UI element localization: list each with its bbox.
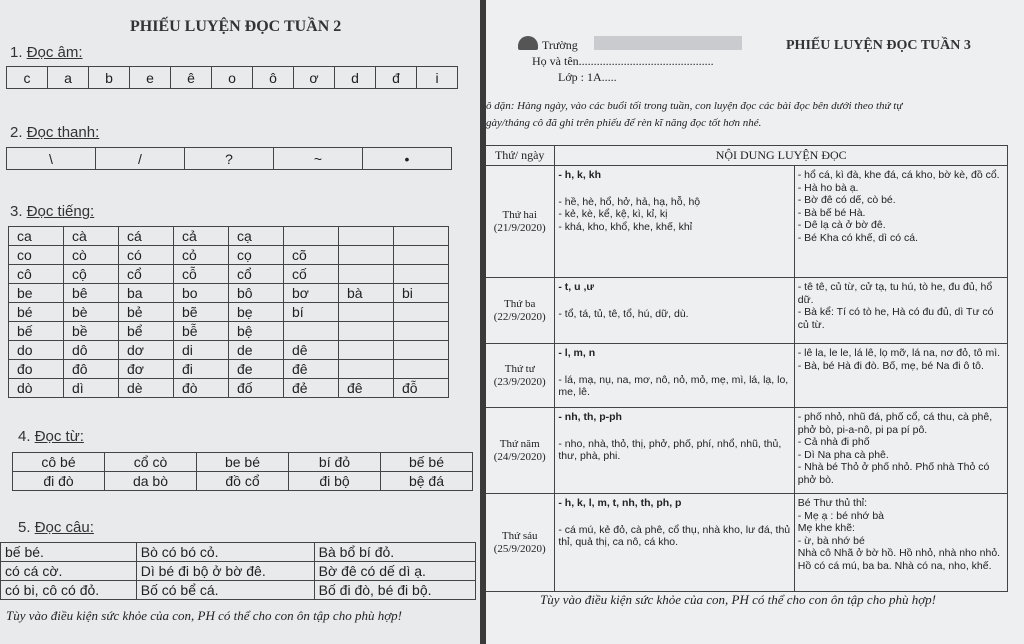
- section-3-heading: 3. Đọc tiếng:: [10, 203, 95, 220]
- table-row: [486, 344, 1008, 408]
- day-name: Thứ sáu: [501, 530, 538, 542]
- sentences-table: [0, 542, 476, 600]
- reading-line: Nhà cô Nhã ở bờ hồ. Hồ nhỏ, nhà nho nhỏ. Hồ có cá mú, ba ba. Nhà có na, nho, khế.: [797, 547, 1001, 572]
- syllable-cell: có: [119, 246, 174, 265]
- syllable-cell: [394, 265, 449, 284]
- letters-words-cell: [555, 278, 794, 344]
- syllable-cell: bẹ: [229, 303, 284, 322]
- table-row: [13, 453, 473, 472]
- letter-cell: i: [417, 67, 458, 89]
- syllable-cell: cỏ: [174, 246, 229, 265]
- sentence-cell: Bà bổ bí đỏ.: [314, 543, 475, 562]
- word-cell: da bò: [105, 472, 197, 491]
- reading-line: Mẹ khe khẽ:: [797, 522, 855, 534]
- table-row: [486, 408, 1008, 494]
- table-row: [9, 284, 449, 303]
- syllable-cell: đỗ: [394, 379, 449, 398]
- syllable-cell: be: [9, 284, 64, 303]
- page-title: PHIẾU LUYỆN ĐỌC TUẦN 2: [130, 18, 342, 35]
- reading-line: - Bà kể: Tí có tò he, Hà có đu đủ, dì Tư có củ từ.: [797, 306, 994, 331]
- tone-mark-cell: •: [363, 148, 452, 170]
- practice-line: - nho, nhà, thỏ, thị, phở, phố, phí, nhổ, nhũ, thủ, thư, phà, phi.: [558, 437, 782, 462]
- syllable-cell: [284, 227, 339, 246]
- reading-line: - Bà, bé Hà đi đò. Bố, mẹ, bé Na đi ô tô.: [797, 359, 984, 372]
- table-row: [9, 246, 449, 265]
- footer-note: Tùy vào điều kiện sức khỏe của con, PH có thể cho con ôn tập cho phù hợp!: [6, 608, 402, 623]
- syllable-cell: dò: [9, 379, 64, 398]
- syllable-cell: bẻ: [119, 303, 174, 322]
- syllable-cell: đe: [229, 360, 284, 379]
- tones-table: [6, 147, 452, 170]
- section-5-heading: 5. Đọc câu:: [18, 519, 94, 536]
- syllable-cell: bi: [394, 284, 449, 303]
- word-cell: bí đỏ: [289, 453, 381, 472]
- syllable-cell: cô: [9, 265, 64, 284]
- syllable-cell: [339, 246, 394, 265]
- sentence-cell: có cá cờ.: [1, 562, 137, 581]
- reading-plan-table: [486, 145, 1008, 592]
- reading-line: - tê tê, củ từ, cử tạ, tu hú, tò he, đu đủ, hổ dữ.: [797, 281, 993, 306]
- day-cell: [486, 344, 555, 408]
- sentence-cell: có bi, cô có đỏ.: [1, 581, 137, 600]
- lesson-heading: - l, m, n: [558, 347, 596, 359]
- syllable-cell: bê: [64, 284, 119, 303]
- words-table: [12, 452, 473, 491]
- syllable-cell: [394, 246, 449, 265]
- reading-line: - Cả nhà đi phố: [797, 436, 870, 448]
- tone-mark-cell: \: [7, 148, 96, 170]
- syllable-cell: cọ: [229, 246, 284, 265]
- syllable-cell: đô: [64, 360, 119, 379]
- day-name: Thứ tư: [504, 363, 535, 375]
- table-row: [486, 166, 1008, 278]
- practice-line: - kẻ, kè, kể, kệ, kì, kỉ, kị: [558, 208, 668, 220]
- reading-line: - phố nhỏ, nhũ đá, phố cổ, cá thu, cà phê, phở bò, pi-a-nô, pi pa pí pô.: [797, 411, 993, 436]
- syllable-cell: cả: [174, 227, 229, 246]
- table-row: [486, 494, 1008, 592]
- syllable-cell: bề: [64, 322, 119, 341]
- practice-line: - cá mú, kẻ đỏ, cà phê, cổ thụ, nhà kho, lư đá, thủ thỉ, quả thị, ca nô, cá kho.: [558, 523, 791, 548]
- table-row: [9, 303, 449, 322]
- syllable-cell: đê: [284, 360, 339, 379]
- syllable-cell: đố: [229, 379, 284, 398]
- syllable-cell: [394, 322, 449, 341]
- letters-words-cell: [555, 344, 794, 408]
- tone-mark-cell: ?: [185, 148, 274, 170]
- intro-line-2: gày/tháng cô đã ghi trên phiếu để rèn kĩ năng đọc tốt hơn nhé.: [486, 117, 762, 129]
- day-cell: [486, 278, 555, 344]
- letters-words-cell: [555, 494, 794, 592]
- letters-words-cell: [555, 408, 794, 494]
- word-cell: đồ cổ: [197, 472, 289, 491]
- table-row: [9, 341, 449, 360]
- lesson-heading: - nh, th, p-ph: [558, 411, 622, 423]
- syllable-cell: do: [9, 341, 64, 360]
- letter-cell: a: [48, 67, 89, 89]
- syllable-cell: bí: [284, 303, 339, 322]
- letters-words-cell: [555, 166, 794, 278]
- syllable-cell: [394, 360, 449, 379]
- intro-line-1: ô dặn: Hàng ngày, vào các buổi tối trong tuần, con luyện đọc các bài đọc bên dưới theo thứ tự: [486, 100, 903, 112]
- practice-line: - lá, mạ, nụ, na, mơ, nô, nỏ, mỏ, mẹ, mì, lá, lạ, lo, me, lê.: [558, 373, 789, 398]
- syllable-cell: cạ: [229, 227, 284, 246]
- column-header-content: NỘI DUNG LUYỆN ĐỌC: [555, 146, 1008, 166]
- syllable-cell: [339, 341, 394, 360]
- lesson-heading: - h, k, kh: [558, 169, 601, 181]
- day-cell: [486, 166, 555, 278]
- syllable-cell: bơ: [284, 284, 339, 303]
- syllable-cell: bẽ: [174, 303, 229, 322]
- syllable-cell: cổ: [119, 265, 174, 284]
- sentence-cell: Bố có bể cá.: [136, 581, 314, 600]
- syllable-cell: cò: [64, 246, 119, 265]
- syllable-cell: bễ: [174, 322, 229, 341]
- syllable-cell: cà: [64, 227, 119, 246]
- table-row: [1, 581, 476, 600]
- day-date: (22/9/2020): [493, 310, 546, 323]
- syllable-cell: cá: [119, 227, 174, 246]
- syllable-cell: dè: [119, 379, 174, 398]
- reading-line: - lê la, le le, lá lê, lọ mỡ, lá na, nơ đỏ, tô mì.: [797, 347, 1001, 359]
- syllable-cell: cổ: [229, 265, 284, 284]
- word-cell: bệ đá: [381, 472, 473, 491]
- section-1-heading: 1. Đọc âm:: [10, 44, 83, 61]
- table-row: [13, 472, 473, 491]
- reading-line: - Nhà bé Thỏ ở phố nhỏ. Phố nhà Thỏ có phở bò.: [797, 461, 990, 486]
- letter-cell: đ: [376, 67, 417, 89]
- worksheet-week-3: [486, 0, 1024, 644]
- letter-cell: e: [130, 67, 171, 89]
- day-name: Thứ năm: [499, 438, 540, 450]
- word-cell: be bé: [197, 453, 289, 472]
- day-date: (23/9/2020): [493, 375, 546, 388]
- reading-text-cell: [794, 408, 1007, 494]
- syllable-cell: dơ: [119, 341, 174, 360]
- syllable-cell: dì: [64, 379, 119, 398]
- sentence-cell: bế bé.: [1, 543, 137, 562]
- day-name: Thứ ba: [504, 298, 536, 310]
- reading-text-cell: [794, 494, 1007, 592]
- day-date: (24/9/2020): [493, 450, 546, 463]
- tone-mark-cell: /: [96, 148, 185, 170]
- syllable-cell: đò: [174, 379, 229, 398]
- syllable-cell: đo: [9, 360, 64, 379]
- section-4-heading: 4. Đọc từ:: [18, 428, 84, 445]
- practice-line: - hề, hè, hổ, hở, hả, hạ, hỗ, hộ: [558, 195, 701, 208]
- practice-line: - khá, kho, khổ, khe, khế, khỉ: [558, 220, 693, 233]
- letter-cell: ê: [171, 67, 212, 89]
- practice-line: - tổ, tá, tủ, tê, tổ, hú, dữ, dù.: [558, 307, 689, 320]
- syllable-cell: [394, 227, 449, 246]
- reading-line: - Dê lạ cà ở bờ đê.: [797, 219, 886, 231]
- sentence-cell: Dì bé đi bộ ở bờ đê.: [136, 562, 314, 581]
- letter-cell: ô: [253, 67, 294, 89]
- letters-table: [6, 66, 458, 89]
- word-cell: đi đò: [13, 472, 105, 491]
- reading-line: - Bà bế bé Hà.: [797, 206, 866, 219]
- letter-cell: d: [335, 67, 376, 89]
- day-cell: [486, 408, 555, 494]
- syllable-cell: bo: [174, 284, 229, 303]
- day-date: (25/9/2020): [493, 542, 546, 555]
- school-logo-icon: [518, 36, 538, 50]
- syllable-cell: [339, 227, 394, 246]
- syllable-cell: ca: [9, 227, 64, 246]
- redacted-school-name: [594, 36, 742, 50]
- syllable-cell: ba: [119, 284, 174, 303]
- syllable-cell: [339, 322, 394, 341]
- syllable-cell: cố: [284, 265, 339, 284]
- footer-note: Tùy vào điều kiện sức khỏe của con, PH có thể cho con ôn tập cho phù hợp!: [540, 592, 936, 607]
- reading-line: - hổ cá, kì đà, khe đá, cá kho, bờ kè, đồ cổ.: [797, 169, 1000, 181]
- syllable-cell: [339, 265, 394, 284]
- syllable-cell: cõ: [284, 246, 339, 265]
- syllable-cell: dê: [284, 341, 339, 360]
- syllable-cell: bô: [229, 284, 284, 303]
- syllable-cell: bè: [64, 303, 119, 322]
- word-cell: bế bé: [381, 453, 473, 472]
- syllable-cell: de: [229, 341, 284, 360]
- syllable-cell: [339, 303, 394, 322]
- syllable-cell: đơ: [119, 360, 174, 379]
- letter-cell: o: [212, 67, 253, 89]
- reading-line: - Mẹ ạ : bé nhớ bà: [797, 509, 885, 522]
- word-cell: cô bé: [13, 453, 105, 472]
- syllable-cell: bà: [339, 284, 394, 303]
- syllable-cell: [394, 303, 449, 322]
- letter-cell: c: [7, 67, 48, 89]
- table-row: [486, 278, 1008, 344]
- word-cell: đi bộ: [289, 472, 381, 491]
- table-row: [9, 379, 449, 398]
- syllable-cell: cỗ: [174, 265, 229, 284]
- lesson-heading: - t, u ,ư: [558, 281, 594, 293]
- tone-mark-cell: ~: [274, 148, 363, 170]
- syllable-cell: đê: [339, 379, 394, 398]
- table-row: [1, 543, 476, 562]
- syllable-cell: di: [174, 341, 229, 360]
- syllable-cell: cộ: [64, 265, 119, 284]
- syllable-cell: bế: [9, 322, 64, 341]
- syllable-cell: [394, 341, 449, 360]
- reading-line: - Bé Kha có khế, dì có cá.: [797, 231, 918, 244]
- syllable-cell: bể: [119, 322, 174, 341]
- syllable-cell: bé: [9, 303, 64, 322]
- reading-line: - Dì Na pha cà phê.: [797, 448, 889, 461]
- day-name: Thứ hai: [502, 209, 537, 221]
- sentence-cell: Bố đi đò, bé đi bộ.: [314, 581, 475, 600]
- reading-line: - Bờ đê có dế, cò bé.: [797, 194, 896, 206]
- page-title: PHIẾU LUYỆN ĐỌC TUẦN 3: [786, 38, 971, 53]
- reading-text-cell: [794, 278, 1007, 344]
- syllable-cell: [284, 322, 339, 341]
- letter-cell: b: [89, 67, 130, 89]
- syllables-table: [8, 226, 449, 398]
- syllable-cell: [339, 360, 394, 379]
- syllable-cell: co: [9, 246, 64, 265]
- sentence-cell: Bờ đê có dế dì ạ.: [314, 562, 475, 581]
- reading-line: - ừ, bà nhớ bé: [797, 534, 865, 547]
- worksheet-week-2: [0, 0, 480, 644]
- table-row: [9, 360, 449, 379]
- table-row: [9, 322, 449, 341]
- syllable-cell: bệ: [229, 322, 284, 341]
- letter-cell: ơ: [294, 67, 335, 89]
- sentence-cell: Bò có bó cỏ.: [136, 543, 314, 562]
- table-row: [9, 265, 449, 284]
- section-2-heading: 2. Đọc thanh:: [10, 124, 100, 141]
- syllable-cell: dô: [64, 341, 119, 360]
- lesson-heading: - h, k, l, m, t, nh, th, ph, p: [558, 497, 682, 509]
- syllable-cell: đẻ: [284, 379, 339, 398]
- class-line: Lớp : 1A.....: [558, 70, 617, 84]
- reading-line: Bé Thư thủ thỉ:: [797, 497, 868, 509]
- word-cell: cổ cò: [105, 453, 197, 472]
- school-label: Trường: [542, 38, 578, 52]
- table-row: [9, 227, 449, 246]
- column-header-day: Thứ/ ngày: [486, 146, 555, 166]
- syllable-cell: đi: [174, 360, 229, 379]
- reading-text-cell: [794, 344, 1007, 408]
- reading-text-cell: [794, 166, 1007, 278]
- table-row: [1, 562, 476, 581]
- day-cell: [486, 494, 555, 592]
- reading-line: - Hà ho bà ạ.: [797, 181, 859, 194]
- student-name-line: Họ và tên.............................................: [532, 54, 714, 68]
- day-date: (21/9/2020): [493, 221, 546, 234]
